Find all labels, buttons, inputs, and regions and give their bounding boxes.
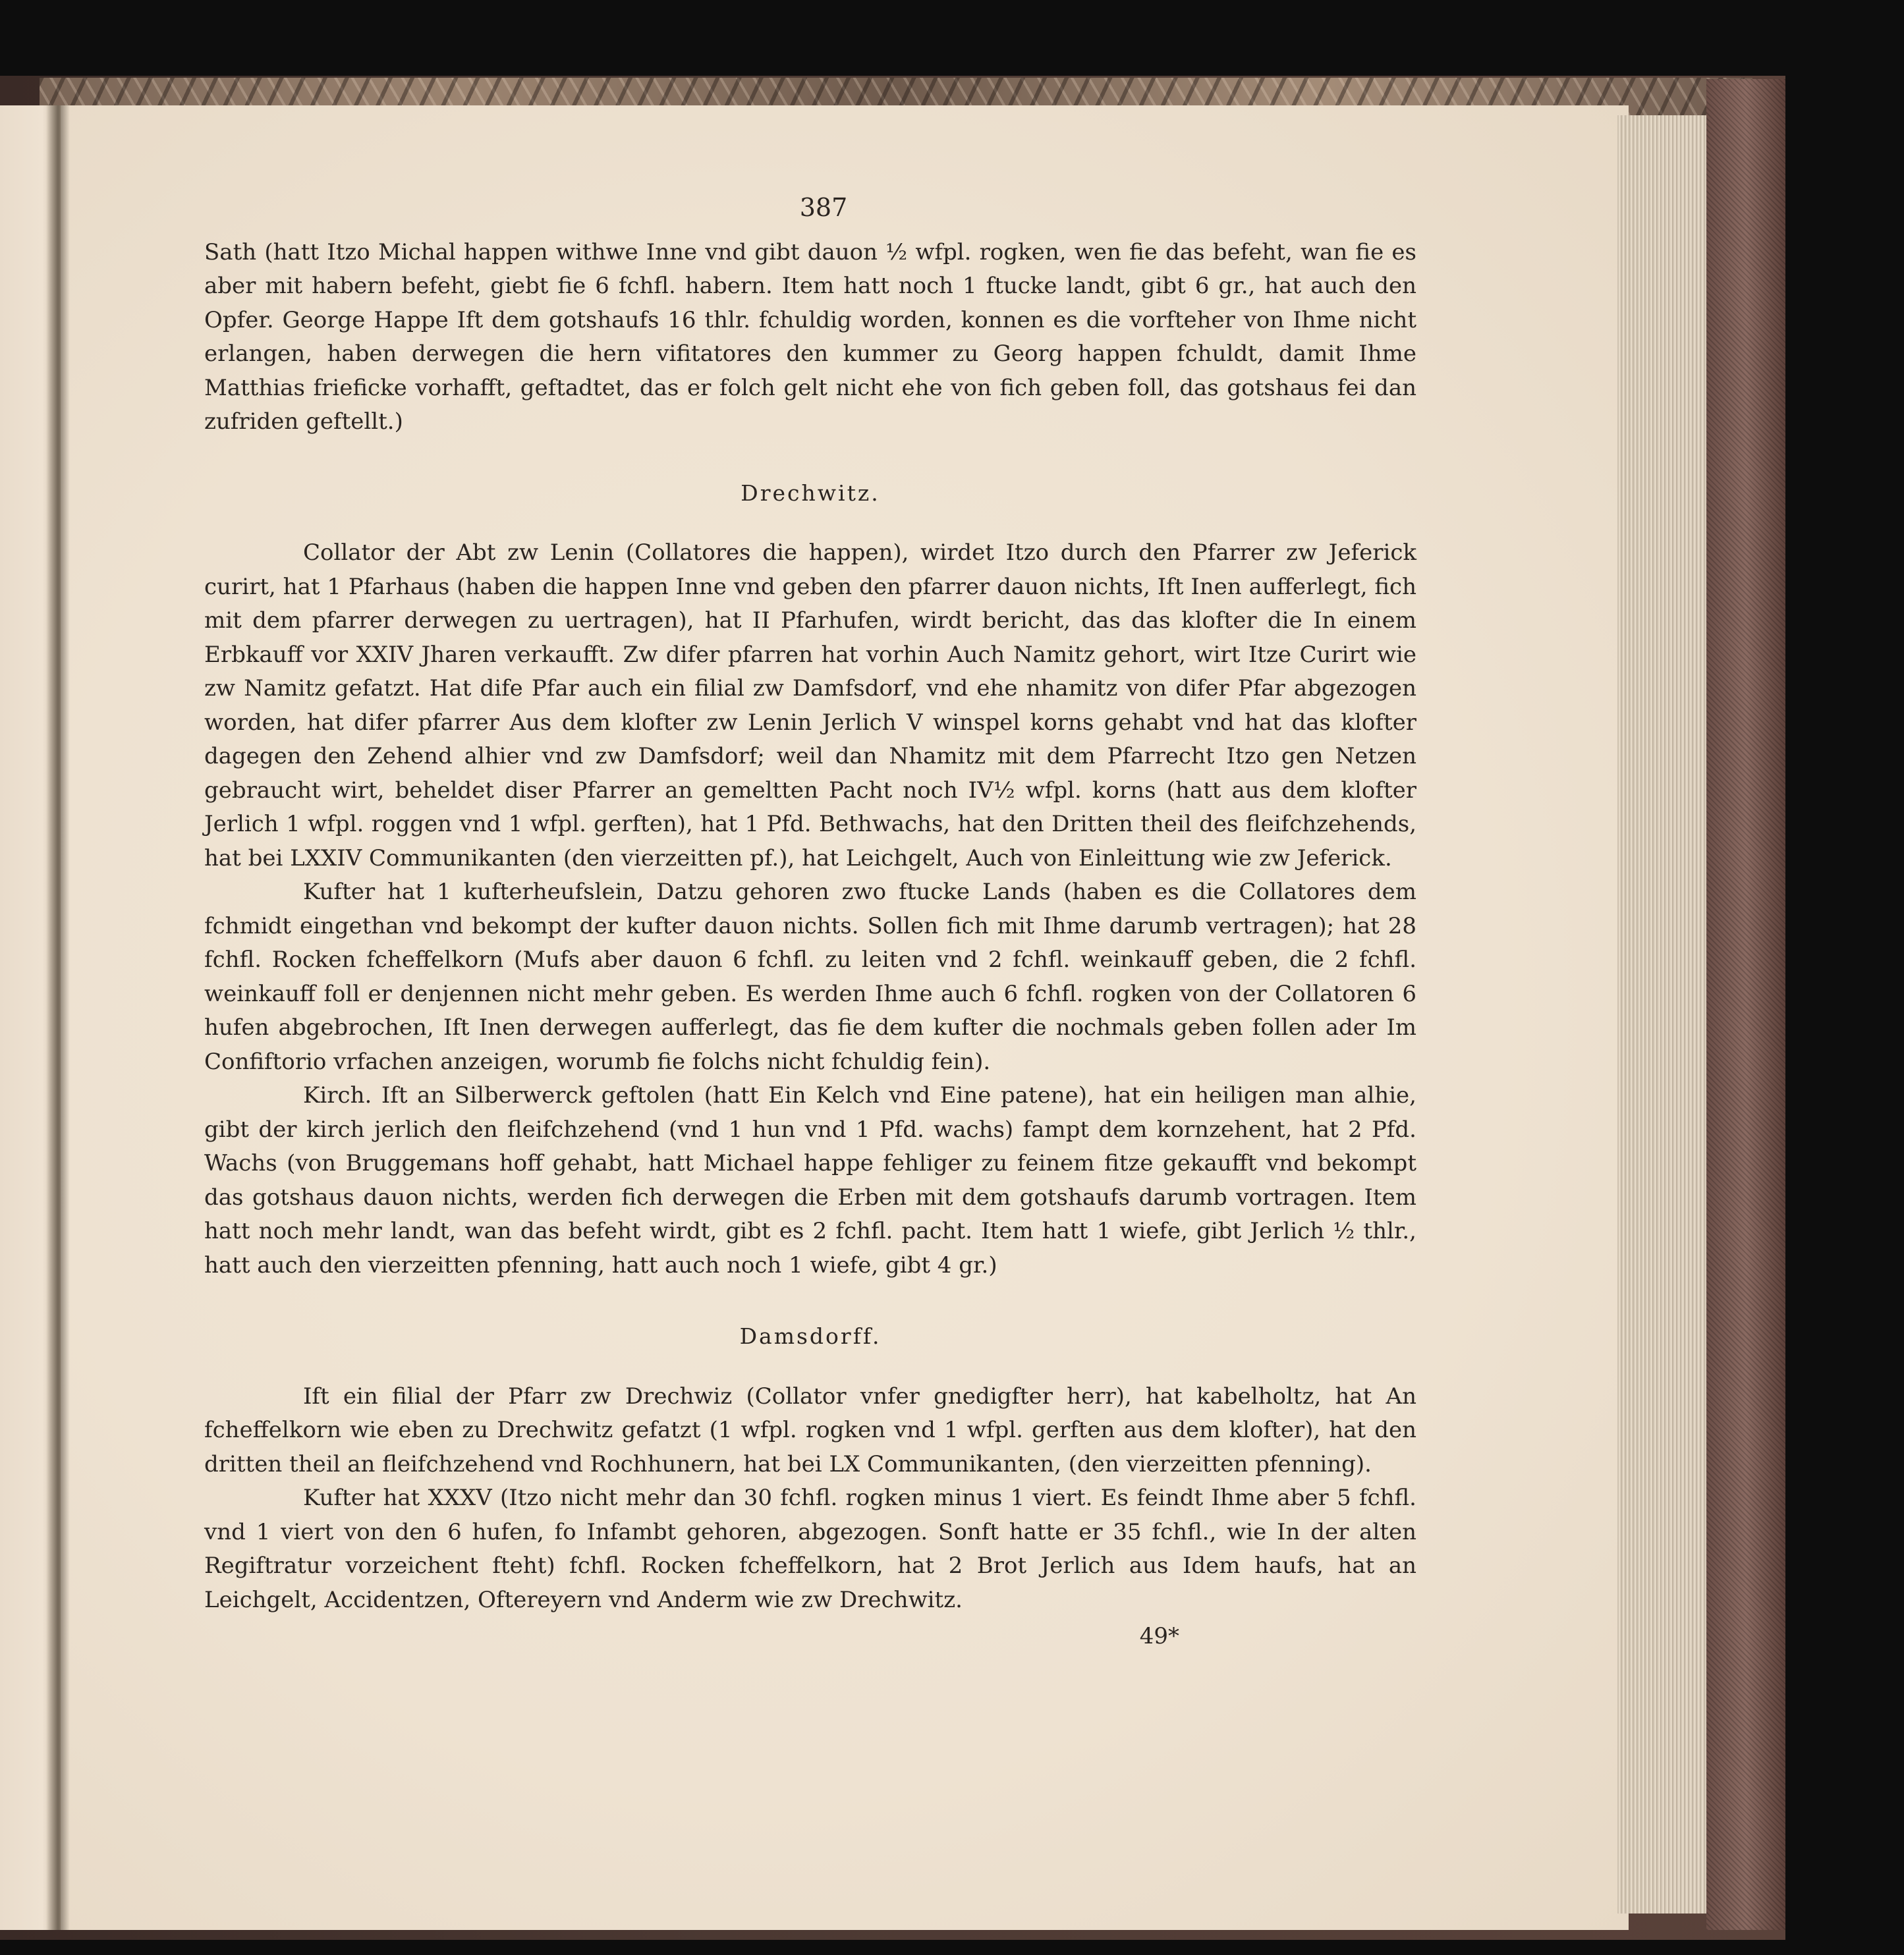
- damsdorff-paragraph-filial: Ift ein filial der Pfarr zw Drechwiz (Collator vnfer gnedigfter herr), hat kabelholtz, hat An fcheffelkorn wie eben zu Drechwitz gefatzt (1 wfpl. rogken vnd 1 wfpl. gerften aus dem klofter), hat den dritten theil an fleifchzehend vnd Rochhunern, hat bei LX Communikanten, (den vierzeitten pfenning).: [204, 1383, 1416, 1477]
- page-number: 387: [799, 193, 848, 222]
- page-text: [204, 191, 1416, 1654]
- book-cover-edge: [1706, 79, 1785, 1930]
- section-heading-drechwitz: Drechwitz.: [741, 480, 880, 506]
- drechwitz-paragraph-kufter: Kufter hat 1 kufterheufslein, Datzu gehoren zwo ftucke Lands (haben es die Collatores dem fchmidt eingethan vnd bekompt der kufter dauon nichts. Sollen fich mit Ihme darumb vertragen); hat 28 fchfl. Rocken fcheffelkorn (Mufs aber dauon 6 fchfl. zu leiten vnd 2 fchfl. weinkauff geben, die 2 fchfl. weinkauff foll er denjennen nicht mehr geben. Es werden Ihme auch 6 fchfl. rogken von der Collatoren 6 hufen abgebrochen, Ift Inen derwegen aufferlegt, das fie dem kufter die nochmals geben follen ader Im Confiftorio vrfachen anzeigen, worumb fie folchs nicht fchuldig fein).: [204, 879, 1416, 1075]
- page-stack-edges: [1617, 115, 1710, 1914]
- damsdorff-paragraph-kufter: Kufter hat XXXV (Itzo nicht mehr dan 30 fchfl. rogken minus 1 viert. Es feindt Ihme aber 5 fchfl. vnd 1 viert von den 6 hufen, fo Infambt gehoren, abgezogen. Sonft hatte er 35 fchfl., wie In der alten Regiftratur vorzeichent fteht) fchfl. Rocken fcheffelkorn, hat 2 Brot Jerlich aus Idem haufs, hat an Leichgelt, Accidentzen, Oftereyern vnd Anderm wie zw Drechwitz.: [204, 1485, 1416, 1613]
- drechwitz-paragraph-collator: Collator der Abt zw Lenin (Collatores die happen), wirdet Itzo durch den Pfarrer zw Jeferick curirt, hat 1 Pfarhaus (haben die happen Inne vnd geben den pfarrer dauon nichts, Ift Inen aufferlegt, fich mit dem pfarrer derwegen zu uertragen), hat II Pfarhufen, wirdt bericht, das das klofter die In einem Erbkauff vor XXIV Jharen verkaufft. Zw difer pfarren hat vorhin Auch Namitz gehort, wirt Itze Curirt wie zw Namitz gefatzt. Hat dife Pfar auch ein filial zw Damfsdorf, vnd ehe nhamitz von difer Pfar abgezogen worden, hat difer pfarrer Aus dem klofter zw Lenin Jerlich V winspel korns gehabt vnd hat das klofter dagegen den Zehend alhier vnd zw Damfsdorf; weil dan Nhamitz mit dem Pfarrecht Itzo gen Netzen gebraucht wirt, beheldet diser Pfarrer an gemeltten Pacht noch IV½ wfpl. korns (hatt aus dem klofter Jerlich 1 wfpl. roggen vnd 1 wfpl. gerften), hat 1 Pfd. Bethwachs, hat den Dritten theil des fleifchzehends, hat bei LXXIV Communikanten (den vierzeitten pf.), hat Leichgelt, Auch von Einleittung wie zw Jeferick.: [204, 539, 1416, 871]
- section-heading-damsdorff: Damsdorff.: [739, 1323, 882, 1349]
- page-gutter: [46, 105, 70, 1930]
- drechwitz-paragraph-kirch: Kirch. Ift an Silberwerck geftolen (hatt Ein Kelch vnd Eine patene), hat ein heiligen man alhie, gibt der kirch jerlich den fleifchzehend (vnd 1 hun vnd 1 Pfd. wachs) fampt dem kornzehent, hat 2 Pfd. Wachs (von Bruggemans hoff gehabt, hatt Michael happe fehliger zu feinem fitze gekaufft vnd bekompt das gotshaus dauon nichts, werden fich derwegen die Erben mit dem gotshaufs darumb vortragen. Item hatt noch mehr landt, wan das befeht wirdt, gibt es 2 fchfl. pacht. Item hatt 1 wiefe, gibt Jerlich ½ thlr., hatt auch den vierzeitten pfenning, hatt auch noch 1 wiefe, gibt 4 gr.): [204, 1082, 1416, 1279]
- intro-paragraph: Sath (hatt Itzo Michal happen withwe Inne vnd gibt dauon ½ wfpl. rogken, wen fie das befeht, wan fie es aber mit habern befeht, giebt fie 6 fchfl. habern. Item hatt noch 1 ftucke landt, gibt 6 gr., hat auch den Opfer. George Happe Ift dem gotshaufs 16 thlr. fchuldig worden, konnen es die vorfteher von Ihme nicht erlangen, haben derwegen die hern vifitatores den kummer zu Georg happen fchuldt, damit Ihme Matthias frieficke vorhafft, geftadtet, das er folch gelt nicht ehe von fich geben foll, das gotshaus fei dan zufriden geftellt.): [204, 238, 1416, 435]
- signature-mark: 49*: [1139, 1623, 1179, 1649]
